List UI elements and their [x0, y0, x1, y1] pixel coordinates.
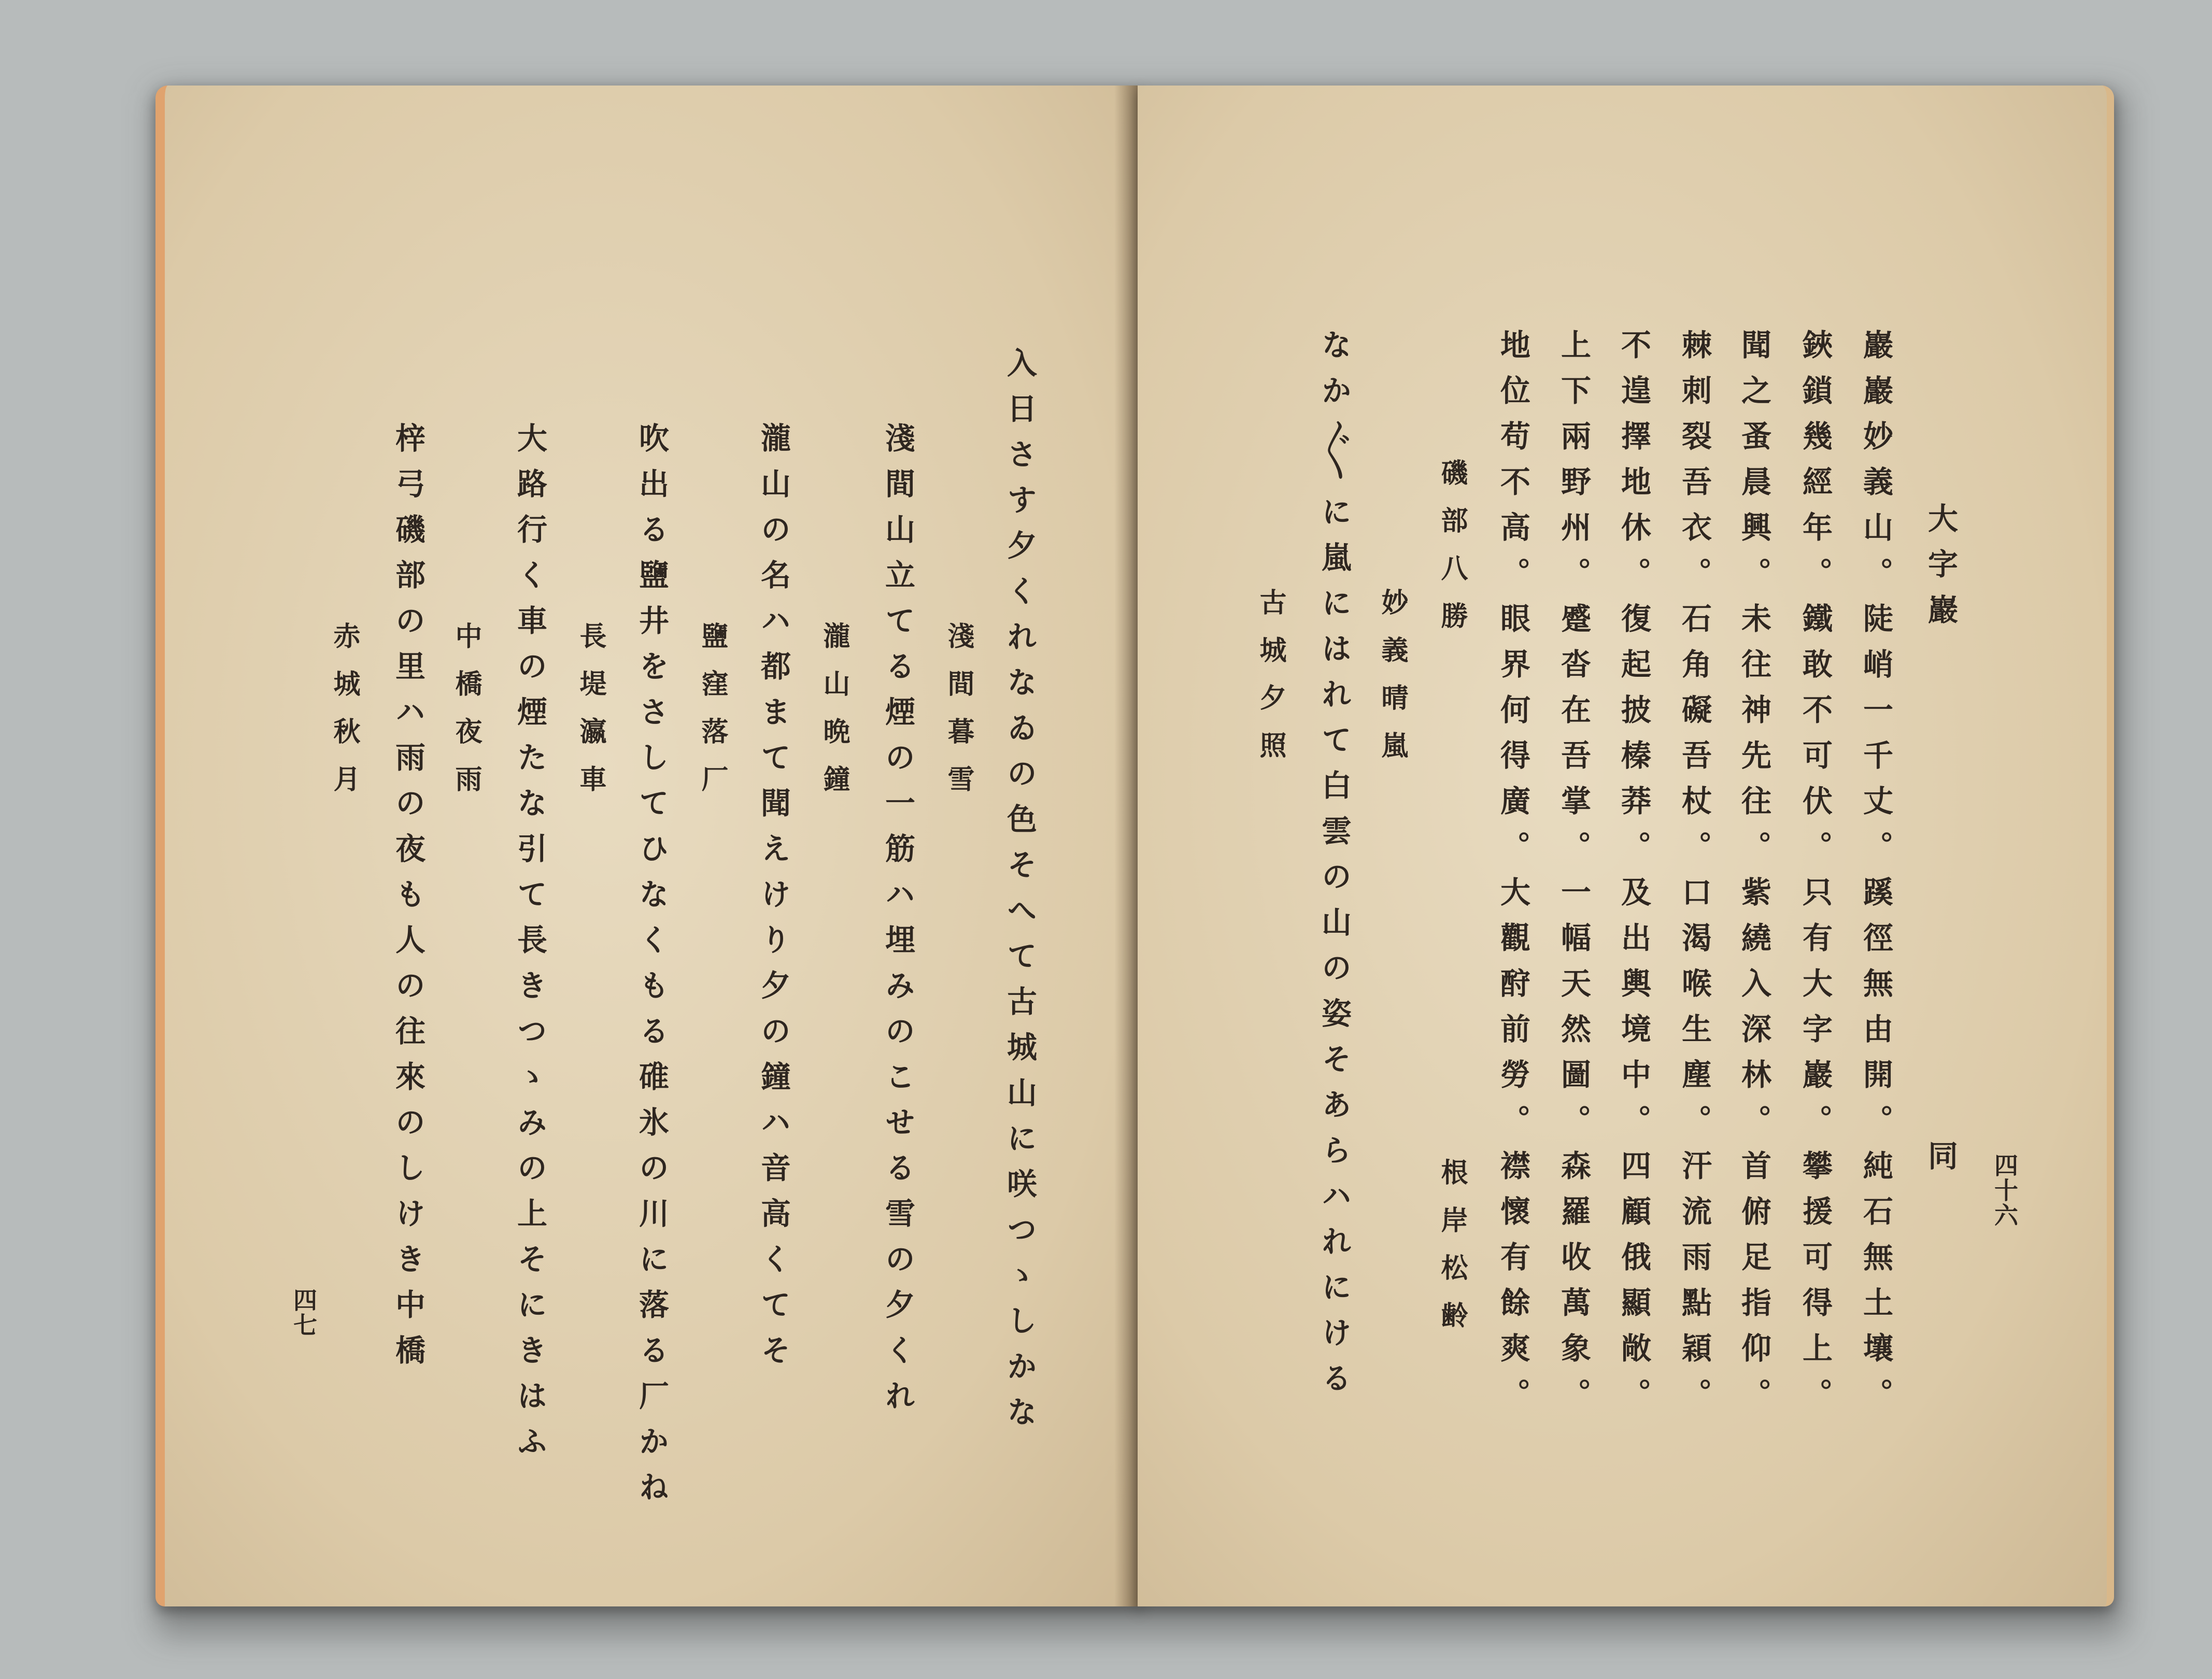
left-page-number: 四七: [290, 1288, 318, 1337]
right-column-4: 鋏鎖幾經年。鐵敢不可伏。只有大字巖。攀援可得上。: [1797, 329, 1833, 1424]
left-column-2: 淺間暮雪: [943, 622, 974, 813]
left-column-5: 瀧山の名ハ都まて聞えけり夕の鐘ハ音高くてそ: [756, 422, 791, 1380]
right-section-heading: 磯部八勝: [1436, 459, 1468, 649]
right-column-8: 上下兩野州。蹙沓在吾掌。一幅天然圖。森羅收萬象。: [1556, 329, 1591, 1424]
left-column-3: 淺間山立てる煙の一筋ハ埋みのこせる雪の夕くれ: [880, 422, 915, 1426]
right-author: 根岸松齢: [1436, 1158, 1468, 1349]
left-column-1: 入日さす夕くれなゐの色そへて古城山に咲つゝしかな: [1002, 347, 1037, 1442]
left-column-12: 赤城秋月: [329, 622, 360, 813]
right-column-6: 棘刺裂吾衣。石角礙吾杖。口渴喉生塵。汗流雨點穎。: [1677, 329, 1712, 1424]
right-column-7: 不遑擇地休。復起披榛莽。及出輿境中。四顧俄顯敞。: [1616, 329, 1651, 1424]
left-column-7: 吹出る鹽井をさしてひなくもる碓氷の川に落る厂かね: [634, 422, 669, 1517]
left-column-9: 大路行く車の煙たな引て長きつゝみの上そにきはふ: [512, 422, 547, 1471]
right-column-9: 地位苟不高。眼界何得廣。大觀酧前勞。襟懷有餘爽。: [1495, 329, 1530, 1424]
left-column-11: 梓弓磯部の里ハ雨の夜も人の往來のしけき中橋: [390, 422, 426, 1380]
left-page: [155, 86, 1142, 1606]
left-column-10: 中橋夜雨: [450, 622, 482, 813]
left-column-6: 鹽窪落厂: [697, 622, 728, 813]
right-column-attribution: 同: [1923, 1140, 1958, 1186]
right-page-number: 四十六: [1991, 1153, 2019, 1228]
left-column-4: 瀧山晩鐘: [818, 622, 850, 813]
right-page: [1138, 86, 2114, 1606]
right-column-13: なか〲に嵐にはれて白雲の山の姿そあらハれにける: [1316, 329, 1352, 1408]
right-column-3: 巖巖妙義山。陡峭一千丈。蹊徑無由開。純石無土壤。: [1858, 329, 1893, 1424]
right-column-title: 大字巖: [1923, 503, 1958, 639]
right-column-12: 妙義晴嵐: [1377, 588, 1408, 779]
right-column-5: 聞之蚤晨興。未往神先往。紫繞入深林。首俯足指仰。: [1736, 329, 1771, 1424]
left-column-8: 長堤瀛車: [575, 622, 606, 813]
right-column-14: 古城夕照: [1255, 588, 1286, 779]
